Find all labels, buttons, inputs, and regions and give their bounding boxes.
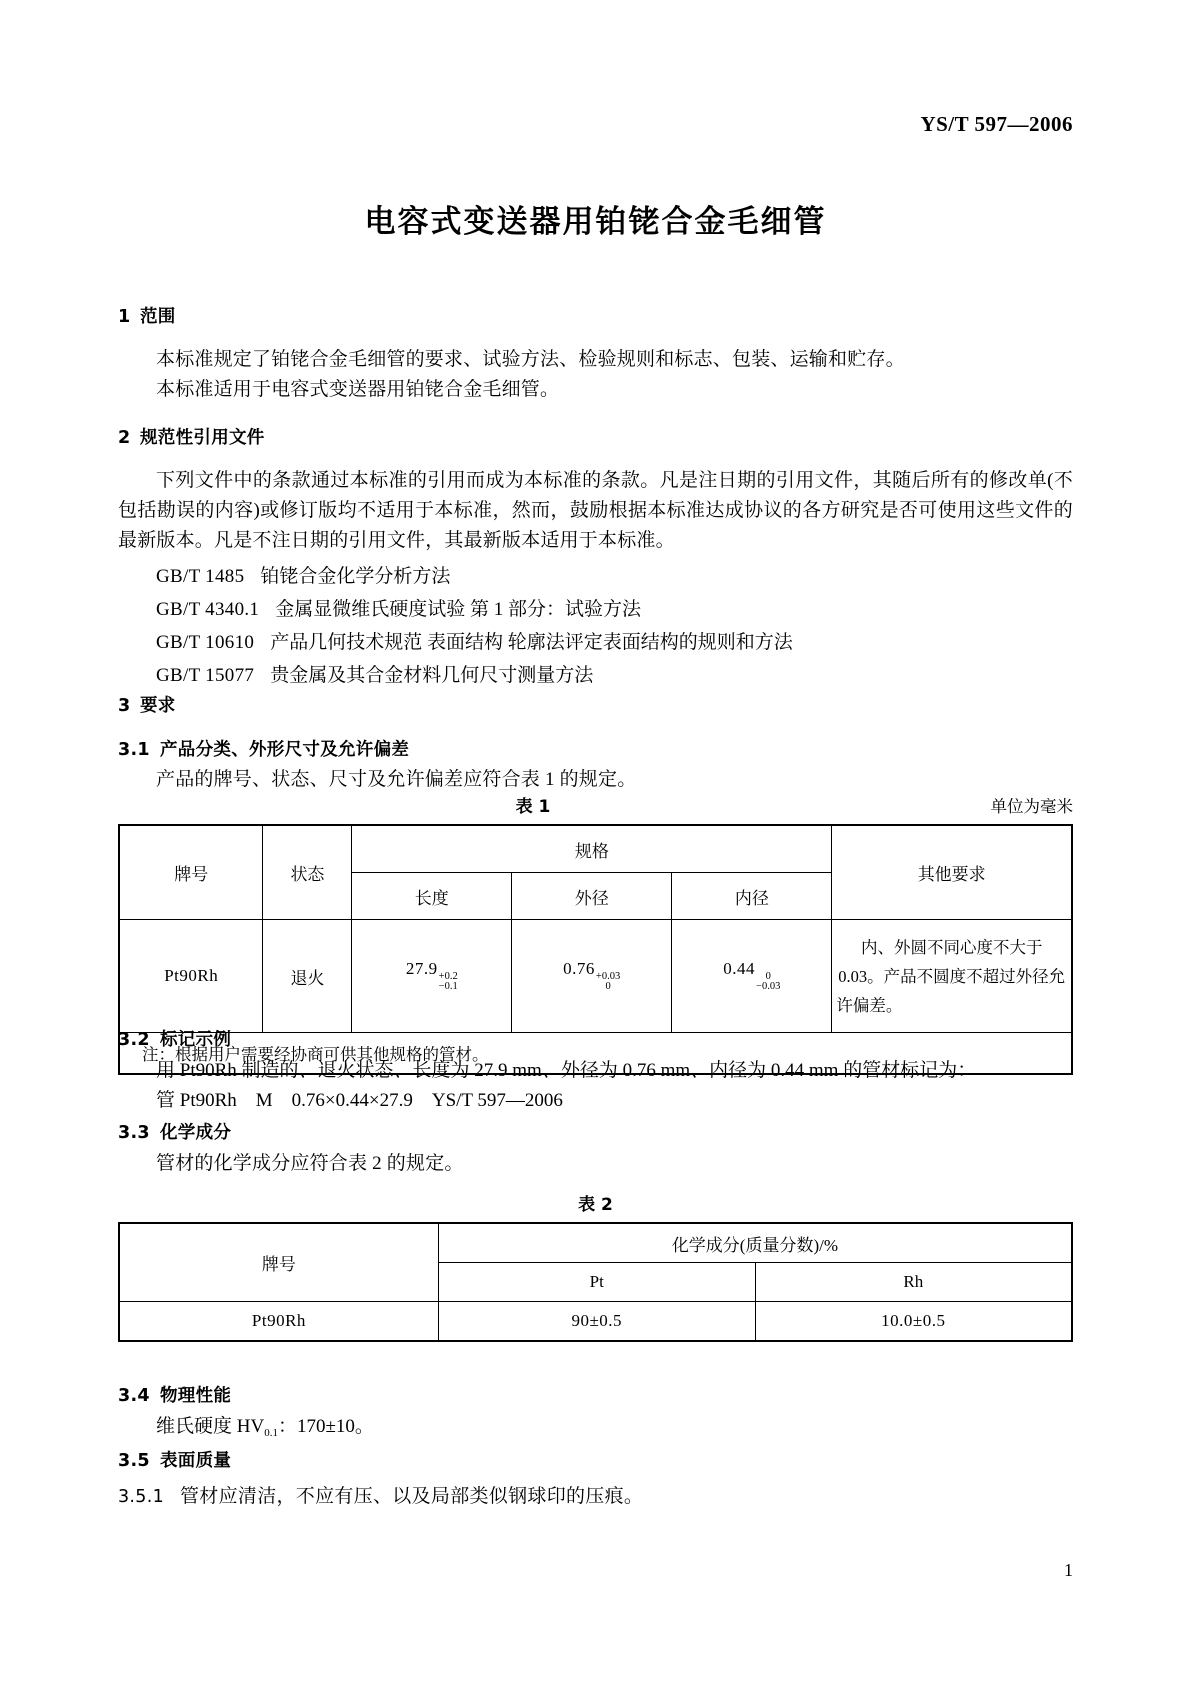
section-3-3-number: 3.3: [118, 1123, 150, 1143]
tolerance-upper: 0: [765, 970, 771, 982]
vickers-hardness-label: 维氏硬度 HV: [156, 1416, 265, 1437]
table-2-cell-brand: Pt90Rh: [119, 1302, 438, 1342]
table-row: [119, 1302, 1072, 1342]
reference-item: [118, 626, 1073, 659]
running-head-standard-number: YS/T 597—2006: [920, 112, 1073, 136]
table-1-header-brand: 牌号: [119, 825, 263, 920]
section-1-heading: [118, 303, 1073, 328]
section-3-4-paragraph: [118, 1412, 1073, 1448]
tolerance-upper: +0.03: [595, 970, 621, 982]
reference-item: [118, 659, 1073, 692]
section-3-5-surface-quality: [118, 1447, 1073, 1508]
table-1-header-outer-diameter: 外径: [512, 873, 672, 920]
table-1-id-base: 0.44: [723, 959, 756, 979]
table-row: [119, 1223, 1072, 1263]
section-3-2-paragraph-1: 用 Pt90Rh 制造的、退火状态、长度为 27.9 mm、外径为 0.76 mm、内径为 0.44 mm 的管材标记为：: [156, 1060, 977, 1081]
table-1-od-base: 0.76: [563, 959, 595, 979]
section-3-5-1-text: 管材应清洁，不应有压、以及局部类似钢球印的压痕。: [180, 1486, 644, 1507]
section-3-2-designation-example: [118, 1026, 1073, 1116]
table-1-od-tolerance: [596, 972, 620, 993]
section-3-1-paragraph: 产品的牌号、状态、尺寸及允许偏差应符合表 1 的规定。: [156, 769, 637, 790]
table-2-header-composition: 化学成分(质量分数)/%: [438, 1223, 1072, 1263]
section-3-3-title: 化学成分: [160, 1123, 232, 1143]
tolerance-lower: −0.03: [756, 981, 781, 993]
table-1-caption: 表 1: [515, 797, 551, 817]
section-1-paragraph-2: 本标准适用于电容式变送器用铂铑合金毛细管。: [156, 379, 560, 400]
section-3-number: 3: [118, 696, 131, 716]
page-number: 1: [1064, 1560, 1073, 1580]
reference-item: [118, 593, 1073, 626]
section-3-2-number: 3.2: [118, 1030, 150, 1050]
reference-code: GB/T 10610: [156, 632, 255, 653]
section-2-paragraph-1: 下列文件中的条款通过本标准的引用而成为本标准的条款。凡是注日期的引用文件，其随后所有的修改单(不包括勘误的内容)或修订版均不适用于本标准，然而，鼓励根据本标准达成协议的各方研究是否可使用这些文件的最新版本。凡是不注日期的引用文件，其最新版本适用于本标准。: [118, 470, 1073, 551]
section-2-normative-references: [118, 424, 1073, 692]
table-1-cell-outer-diameter: [512, 920, 672, 1033]
table-1-cell-other-requirements: 内、外圆不同心度不大于 0.03。产品不圆度不超过外径允许偏差。: [832, 920, 1072, 1033]
section-3-heading: [118, 692, 1073, 717]
vickers-hardness-subscript: 0.1: [264, 1426, 278, 1439]
section-3-4-heading: [118, 1382, 1073, 1407]
section-3-5-number: 3.5: [118, 1451, 150, 1471]
section-1-scope: [118, 303, 1073, 405]
section-3-3-heading: [118, 1119, 1073, 1144]
table-1-unit-note: 单位为毫米: [990, 797, 1073, 816]
reference-title: 金属显微维氏硬度试验 第 1 部分：试验方法: [275, 599, 642, 620]
reference-code: GB/T 4340.1: [156, 599, 260, 620]
table-1-cell-length: [352, 920, 512, 1033]
table-2-caption-row: [118, 1190, 1073, 1216]
section-3-4-number: 3.4: [118, 1386, 150, 1406]
table-1-header-inner-diameter: 内径: [672, 873, 832, 920]
table-1-length-base: 27.9: [405, 959, 438, 979]
section-1-paragraph-1: 本标准规定了铂铑合金毛细管的要求、试验方法、检验规则和标志、包装、运输和贮存。: [156, 349, 905, 370]
section-3-2-heading: [118, 1026, 1073, 1051]
section-3-3-chemical-composition: [118, 1119, 1073, 1179]
section-2-heading: [118, 424, 1073, 449]
table-1-cell-brand: Pt90Rh: [119, 920, 263, 1033]
table-1-cell-inner-diameter: [672, 920, 832, 1033]
section-3-title: 要求: [140, 696, 176, 716]
reference-code: GB/T 1485: [156, 566, 245, 587]
reference-title: 铂铑合金化学分析方法: [260, 566, 451, 587]
table-1-header-other: 其他要求: [832, 825, 1072, 920]
tolerance-lower: 0: [605, 981, 611, 993]
section-3-4-title: 物理性能: [160, 1386, 232, 1406]
section-3-2-paragraph-2: 管 Pt90Rh M 0.76×0.44×27.9 YS/T 597—2006: [156, 1090, 563, 1111]
table-2-cell-rh: 10.0±0.5: [755, 1302, 1072, 1342]
section-2-title: 规范性引用文件: [140, 428, 265, 448]
table-2-caption: 表 2: [578, 1195, 613, 1215]
table-2-cell-pt: 90±0.5: [438, 1302, 755, 1342]
table-1-length-tolerance: [439, 972, 458, 993]
reference-code: GB/T 15077: [156, 665, 255, 686]
section-3-3-paragraph: 管材的化学成分应符合表 2 的规定。: [156, 1153, 464, 1174]
section-3-2-title: 标记示例: [160, 1030, 232, 1050]
table-1-caption-row: [118, 792, 1073, 818]
tolerance-upper: +0.2: [438, 970, 458, 982]
section-3-4-physical-properties: [118, 1382, 1073, 1448]
section-3-requirements: [118, 692, 1073, 717]
table-2-header-brand: 牌号: [119, 1223, 438, 1302]
section-3-1-classification: [118, 736, 1073, 795]
table-1-header-spec: 规格: [352, 825, 832, 873]
document-title: 电容式变送器用铂铑合金毛细管: [364, 204, 827, 240]
section-1-number: 1: [118, 307, 131, 327]
section-3-1-title: 产品分类、外形尺寸及允许偏差: [160, 740, 410, 760]
reference-title: 贵金属及其合金材料几何尺寸测量方法: [270, 665, 594, 686]
table-1-id-tolerance: [756, 972, 780, 993]
table-2-header-rh: Rh: [755, 1263, 1072, 1302]
tolerance-lower: −0.1: [438, 981, 458, 993]
table-row: [119, 920, 1072, 1033]
reference-item: [118, 560, 1073, 593]
section-3-1-heading: [118, 736, 1073, 761]
table-1-note: 注：根据用户需要经协商可供其他规格的管材。: [119, 1033, 1072, 1075]
reference-title: 产品几何技术规范 表面结构 轮廓法评定表面结构的规则和方法: [270, 632, 793, 653]
section-3-5-1-item: [118, 1481, 1073, 1508]
section-3-5-title: 表面质量: [160, 1451, 232, 1471]
section-2-number: 2: [118, 428, 131, 448]
section-3-5-1-number: 3.5.1: [118, 1487, 165, 1507]
table-1-header-state: 状态: [263, 825, 352, 920]
section-3-5-heading: [118, 1447, 1073, 1472]
table-2: [118, 1222, 1073, 1342]
table-1-header-length: 长度: [352, 873, 512, 920]
section-3-1-number: 3.1: [118, 740, 150, 760]
vickers-hardness-value: ：170±10。: [277, 1416, 374, 1437]
table-1-cell-state: 退火: [263, 920, 352, 1033]
section-1-title: 范围: [140, 307, 176, 327]
table-row: [119, 825, 1072, 873]
table-2-header-pt: Pt: [438, 1263, 755, 1302]
table-2-container: [118, 1190, 1073, 1342]
